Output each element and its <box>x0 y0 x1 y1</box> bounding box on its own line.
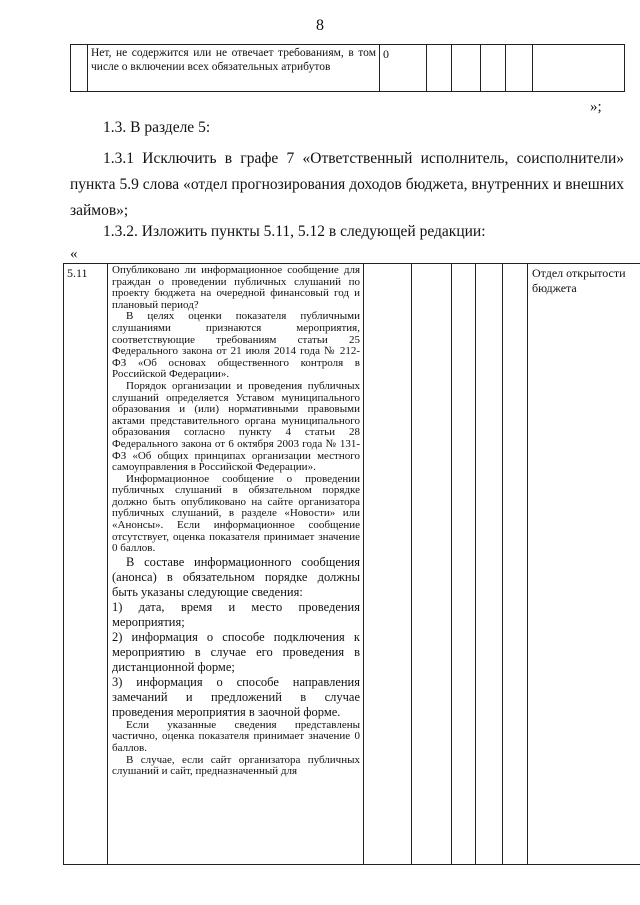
table-cell <box>503 264 528 865</box>
table-cell <box>452 45 481 92</box>
table-cell <box>380 45 427 92</box>
responsible-unit: Отдел открытости бюджета <box>532 266 626 295</box>
table-cell <box>476 264 503 865</box>
table-cell <box>533 45 625 92</box>
paragraph: В составе информационного сообщения (анонса) в обязательном порядке должны быть указаны следующие сведения: <box>112 554 360 599</box>
main-table <box>63 263 640 865</box>
paragraph: В целях оценки показателя публичными слушаниями признаются мероприятия, соответствующие требованиям статьи 25 Федерального закона от 21 июля 2014 года № 212-ФЗ «Об основах общественного контроля в Российской Федерации». <box>112 310 360 381</box>
amendment-item: 1.3.2. Изложить пункты 5.11, 5.12 в следующей редакции: <box>103 223 486 240</box>
table-cell <box>506 45 533 92</box>
opening-quote: « <box>70 246 78 262</box>
amendment-text: 1.3.1 Исключить в графе 7 «Ответственный исполнитель, соисполнители» пункта 5.9 слова «отдел прогнозирования доходов бюджета, внутренних и внешних займов»; <box>70 150 624 219</box>
paragraph: Если указанные сведения представлены частично, оценка показателя принимает значение 0 баллов. <box>112 718 360 755</box>
table-row <box>71 45 625 92</box>
top-table <box>70 44 625 92</box>
item-number: 5.11 <box>67 266 88 280</box>
table-cell <box>108 264 364 865</box>
table-cell <box>88 45 380 92</box>
criteria-text: Нет, не содержится или не отвечает требованиям, в том числе о включении всех обязательных атрибутов <box>91 47 376 73</box>
table-cell <box>427 45 452 92</box>
section-title: 1.3. В разделе 5: <box>103 119 211 136</box>
table-cell <box>71 45 88 92</box>
page-number: 8 <box>316 17 324 34</box>
paragraph: 1) дата, время и место проведения мероприятия; <box>112 599 360 629</box>
paragraph: 3) информация о способе направления замечаний и предложений в случае проведения мероприятия в заочной форме. <box>112 674 360 719</box>
criteria-text <box>108 264 363 778</box>
paragraph: Информационное сообщение о проведении публичных слушаний в обязательном порядке должно быть опубликовано на сайте организатора публичных слушаний, в разделе «Новости» или «Анонсы». Если информационное сообщение отсутствует, оценка показателя принимает значение 0 баллов. <box>112 472 360 555</box>
paragraph: 2) информация о способе подключения к мероприятию в случае его проведения в дистанционной форме; <box>112 629 360 674</box>
table-cell <box>64 264 108 865</box>
score-value: 0 <box>383 47 389 61</box>
amendment-item <box>70 146 624 224</box>
table-cell <box>452 264 476 865</box>
paragraph: Опубликовано ли информационное сообщение для граждан о проведении публичных слушаний по проекту бюджета на очередной финансовый год и плановый период? <box>112 264 360 311</box>
paragraph: Порядок организации и проведения публичных слушаний определяется Уставом муниципального образования и (или) нормативными правовыми актами представительного органа муниципального образования согласно пункту 4 статьи 28 Федерального закона от 6 октября 2003 года № 131-ФЗ «Об общих принципах организации местного самоуправления в Российской Федерации». <box>112 379 360 474</box>
paragraph: В случае, если сайт организатора публичных слушаний и сайт, предназначенный для <box>112 753 360 778</box>
table-cell <box>481 45 506 92</box>
closing-quote: »; <box>590 99 602 115</box>
table-cell <box>364 264 412 865</box>
table-row <box>64 264 640 865</box>
table-cell <box>528 264 640 865</box>
table-cell <box>412 264 452 865</box>
